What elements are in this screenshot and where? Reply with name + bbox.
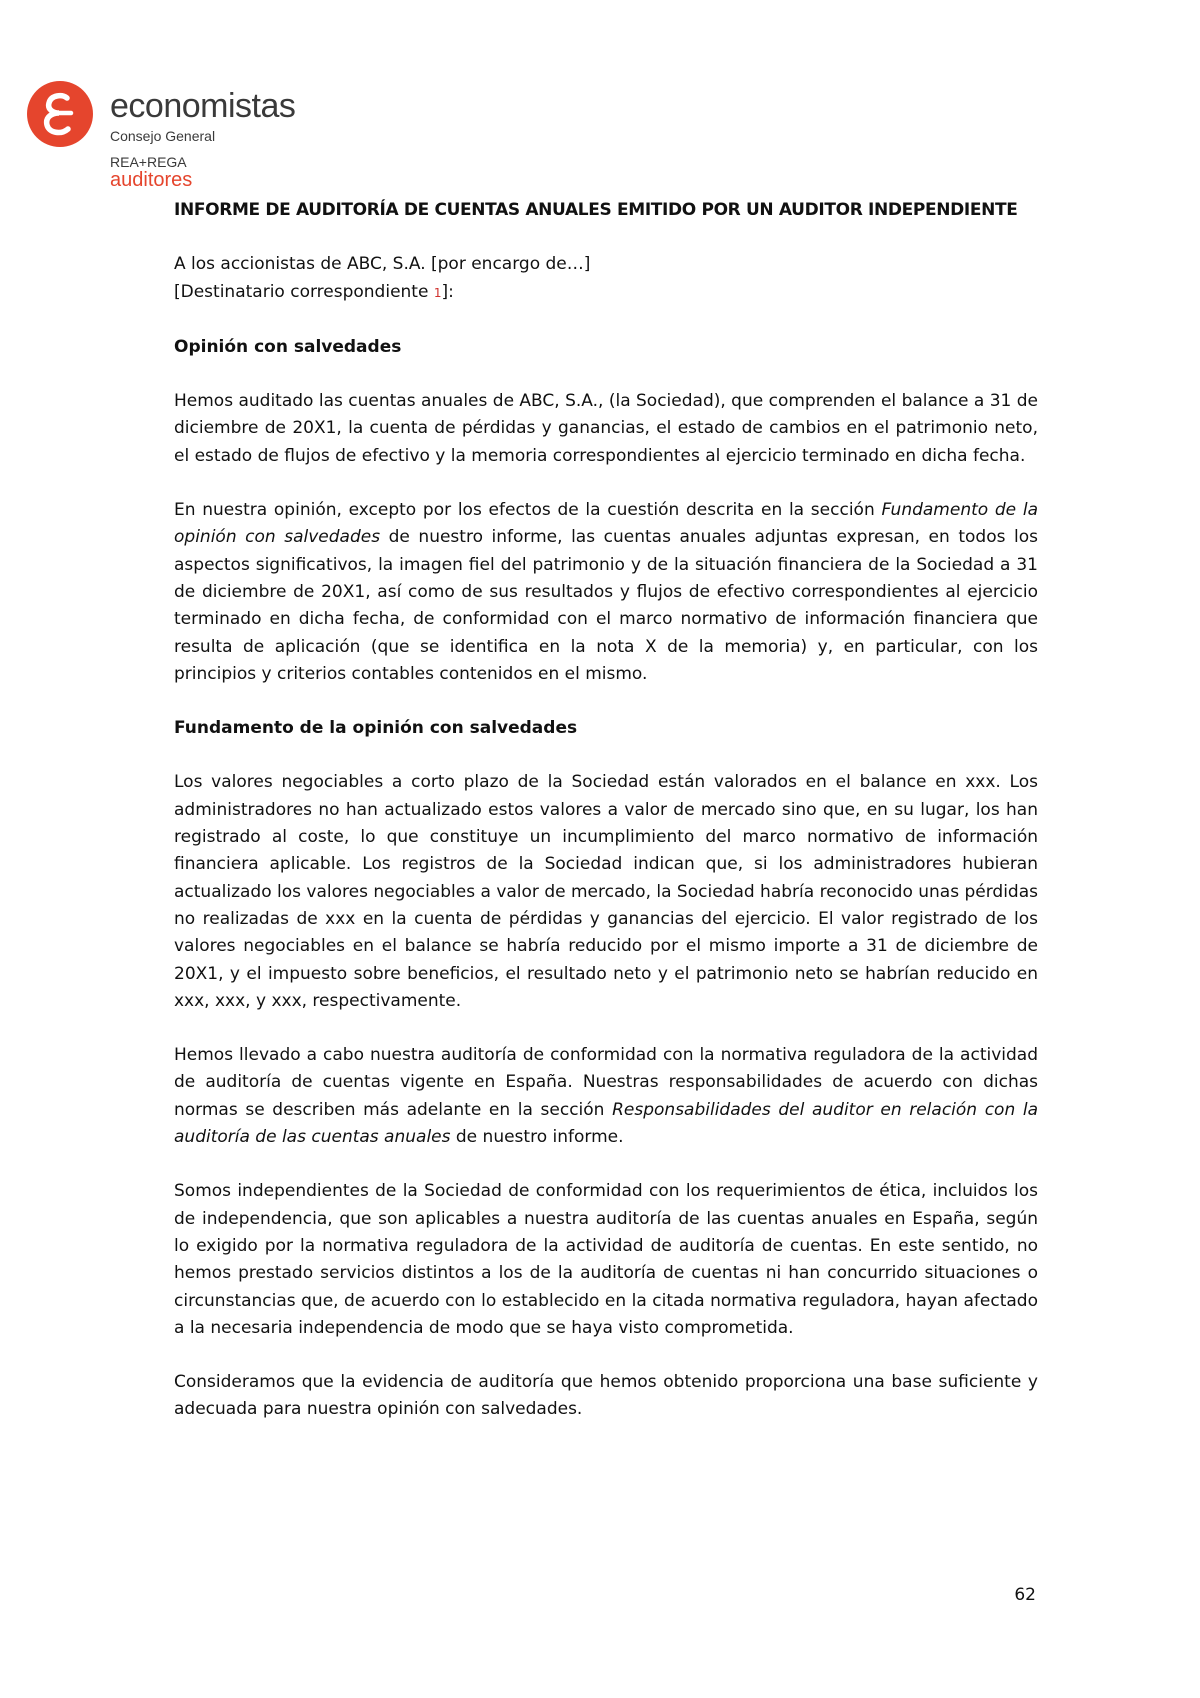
logo-name: economistas (110, 87, 296, 125)
paragraph-opinion (174, 497, 1038, 688)
addressee-line-2-text: [Destinatario correspondiente (174, 281, 434, 302)
paragraph-opinion-text-a: En nuestra opinión, excepto por los efectos de la cuestión descrita en la sección (174, 500, 882, 521)
paragraph-evidence: Consideramos que la evidencia de auditoría que hemos obtenido proporciona una base suficiente y adecuada para nuestra opinión con salvedades. (174, 1372, 1038, 1420)
paragraph-standards-text-a: Hemos llevado a cabo nuestra auditoría de conformidad con la normativa reguladora de la actividad de auditoría de cuentas vigente en España. Nuestras responsabilidades de acuerdo con dichas normas se describen más adelante en la sección (174, 1045, 1038, 1120)
paragraph-audited-accounts: Hemos auditado las cuentas anuales de ABC, S.A., (la Sociedad), que comprenden el balance a 31 de diciembre de 20X1, la cuenta de pérdidas y ganancias, el estado de cambios en el patrimonio neto, el estado de flujos de efectivo y la memoria correspondientes al ejercicio terminado en dicha fecha. (174, 391, 1039, 466)
paragraph-standards-text-b: de nuestro informe. (450, 1127, 624, 1148)
addressee-block (174, 251, 1038, 307)
paragraph-independence: Somos independientes de la Sociedad de conformidad con los requerimientos de ética, incluidos los de independencia, que son aplicables a nuestra auditoría de las cuentas anuales en España, según lo exigido por la normativa reguladora de la actividad de auditoría de cuentas. En este sentido, no hemos prestado servicios distintos a los de la auditoría de cuentas ni han concurrido situaciones o circunstancias que, de acuerdo con lo establecido en la citada normativa reguladora, hayan afectado a la necesaria independencia de modo que se haya visto comprometida. (174, 1181, 1038, 1338)
page-number: 62 (1014, 1585, 1036, 1605)
addressee-line-2 (174, 279, 1038, 307)
paragraph-securities: Los valores negociables a corto plazo de la Sociedad están valorados en el balance en xxx. Los administradores no han actualizado estos valores a valor de mercado sino que, en su lugar, los han registrado al coste, lo que constituye un incumplimiento del marco normativo de información financiera aplicable. Los registros de la Sociedad indican que, si los administradores hubieran actualizado los valores negociables a valor de mercado, la Sociedad habría reconocido unas pérdidas no realizadas de xxx en la cuenta de pérdidas y ganancias del ejercicio. El valor registrado de los valores negociables en el balance se habría reducido por el mismo importe a 31 de diciembre de 20X1, y el impuesto sobre beneficios, el resultado neto y el patrimonio neto se habrían reducido en xxx, xxx, y xxx, respectivamente. (174, 772, 1038, 1011)
economistas-logo (26, 80, 346, 195)
document-body (174, 197, 1038, 1451)
document-title: INFORME DE AUDITORÍA DE CUENTAS ANUALES EMITIDO POR UN AUDITOR INDEPENDIENTE (174, 200, 1018, 220)
economistas-logo-icon (26, 80, 94, 148)
paragraph-standards-italic: Responsabilidades del auditor en relación con la auditoría de las cuentas anuales (174, 1099, 1038, 1148)
logo-subtitle: Consejo General (110, 128, 216, 144)
addressee-line-2-end: ]: (441, 281, 454, 302)
addressee-line-1: A los accionistas de ABC, S.A. [por encargo de…] (174, 254, 591, 275)
footnote-reference[interactable]: 1 (433, 285, 442, 300)
paragraph-standards (174, 1042, 1038, 1151)
logo-rega: REA+REGA (110, 154, 187, 170)
paragraph-opinion-italic: Fundamento de la opinión con salvedades (174, 500, 1039, 548)
section-heading-opinion: Opinión con salvedades (174, 336, 402, 357)
logo-auditores: auditores (110, 169, 193, 191)
section-heading-basis: Fundamento de la opinión con salvedades (174, 718, 578, 739)
paragraph-opinion-text-b: de nuestro informe, las cuentas anuales adjuntas expresan, en todos los aspectos significativos, la imagen fiel del patrimonio y de la situación financiera de la Sociedad a 31 de diciembre de 20X1, así como de sus resultados y flujos de efectivo correspondientes al ejercicio terminado en dicha fecha, de conformidad con el marco normativo de información financiera que resulta de aplicación (que se identifica en la nota X de la memoria) y, en particular, con los principios y criterios contables contenidos en el mismo. (174, 527, 1038, 684)
